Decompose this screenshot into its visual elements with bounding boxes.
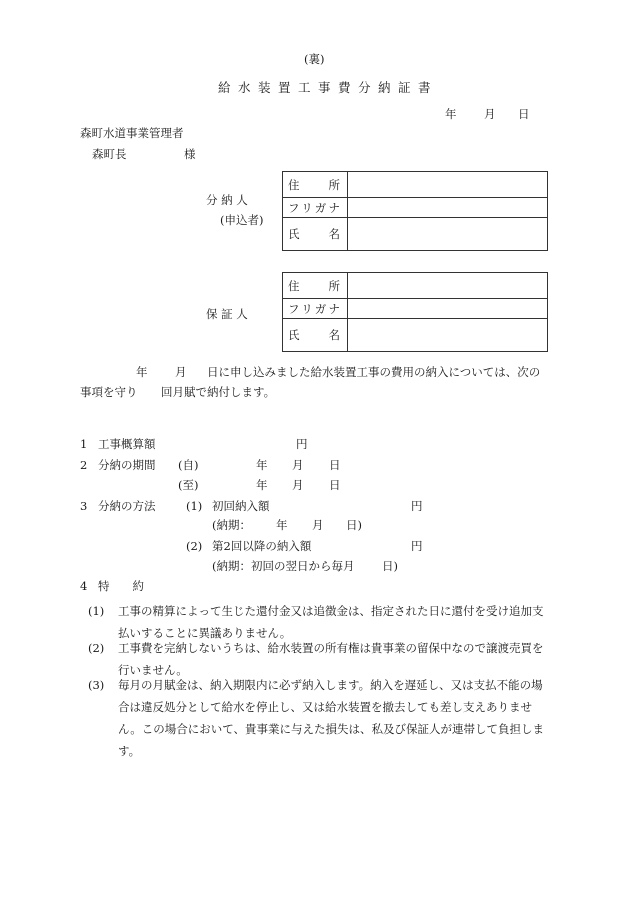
page-title: 給水装置工事費分納証書 [218,80,439,95]
clause3-text: 毎月の月賦金は、納入期限内に必ず納入します。納入を遅延し、又は支払不能の場合は違反処分として給水を停止し、又は給水装置を撤去しても差し支えありません。この場合において、貴事業に与えた損失は、私及び保証人が連帯して負担します。 [118,678,544,758]
applicant-address-label: 住 所 [283,172,348,198]
item2-from: (自) [178,458,199,472]
page-side-label: (裏) [304,52,325,66]
guarantor-address-label: 住 所 [283,273,348,299]
item3-sub1-month: 月 [312,518,324,532]
item2-from-month: 月 [292,458,304,472]
addressee-mayor: 森町長 [92,147,127,161]
item3-sub1-label: 初回納入額 [212,499,270,513]
guarantor-furigana-field[interactable] [348,299,548,319]
applicant-table [282,171,548,251]
clause1-num: (1) [88,604,105,618]
item3-sub2-num: (2) [186,539,203,553]
applicant-furigana-field[interactable] [348,198,548,218]
item2-from-day: 日 [329,458,341,472]
item2-to-month: 月 [292,478,304,492]
applicant-furigana-label: フリガナ [283,198,348,218]
item4-num: 4 [80,579,88,593]
item1-num: 1 [80,437,88,451]
addressee-honorific: 様 [184,147,196,161]
item3-sub1-day-close: 日) [346,518,362,532]
applicant-name-label: 氏 名 [283,218,348,251]
clause2-num: (2) [88,641,105,655]
intro-text3: 回月賦で納付します。 [161,385,276,399]
intro-year: 年 [136,365,148,379]
guarantor-name-field[interactable] [348,319,548,352]
date-year: 年 [445,107,457,121]
date-day: 日 [518,107,530,121]
guarantor-label: 保 証 人 [206,307,248,321]
clause3-num: (3) [88,678,105,692]
item1-label: 工事概算額 [98,437,156,451]
item2-label: 分納の期間 [98,458,156,472]
applicant-label: 分 納 人 [206,193,248,207]
item2-num: 2 [80,458,88,472]
item2-to-day: 日 [329,478,341,492]
item3-label: 分納の方法 [98,499,156,513]
item3-sub2-day-close: 日) [382,559,398,573]
item3-sub2-label: 第2回以降の納入額 [212,539,312,553]
guarantor-name-label: 氏 名 [283,319,348,352]
clause1-text: 工事の精算によって生じた還付金又は追徴金は、指定された日に還付を受け追加支払いすることに異議ありません。 [118,604,544,640]
applicant-address-field[interactable] [348,172,548,198]
applicant-sublabel: (申込者) [220,213,264,227]
item3-sub2-yen: 円 [411,539,423,553]
intro-month: 月 [175,365,187,379]
clause2-text: 工事費を完納しないうちは、給水装置の所有権は貴事業の留保中なので譲渡売買を行いません。 [118,641,544,677]
guarantor-address-field[interactable] [348,273,548,299]
item3-sub1-num: (1) [186,499,203,513]
item2-from-year: 年 [256,458,268,472]
date-month: 月 [484,107,496,121]
item3-sub2-deadline-text: (納期：初回の翌日から毎月 [212,559,355,573]
item1-yen: 円 [296,437,308,451]
item3-sub1-yen: 円 [411,499,423,513]
item2-to-year: 年 [256,478,268,492]
item4-label: 特 約 [98,579,144,593]
item3-sub1-year: 年 [276,518,288,532]
intro-text2: 事項を守り [80,385,138,399]
item3-num: 3 [80,499,88,513]
item3-sub1-deadline-open: (納期： [212,518,251,532]
guarantor-table [282,272,548,352]
item2-to: (至) [178,478,199,492]
addressee-org: 森町水道事業管理者 [80,126,184,140]
guarantor-furigana-label: フリガナ [283,299,348,319]
intro-text1: 日に申し込みました給水装置工事の費用の納入については、次の [207,365,541,379]
applicant-name-field[interactable] [348,218,548,251]
